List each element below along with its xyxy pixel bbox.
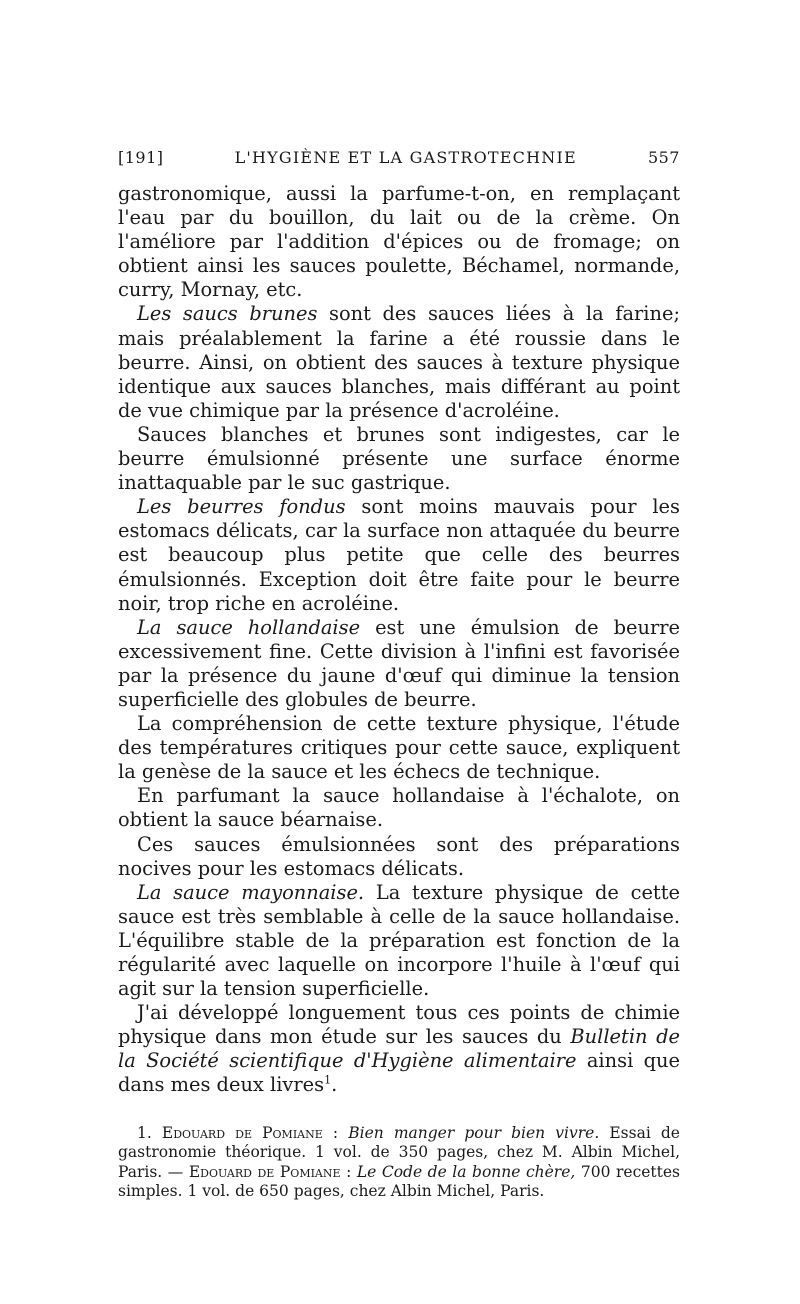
running-title: L'HYGIÈNE ET LA GASTROTECHNIE: [234, 148, 577, 167]
paragraph-lead: Les beurres fondus: [137, 495, 346, 519]
paragraph-text: sont des sauces liées à la farine; mais préalablement la farine a été roussie dans le beurre. Ainsi, on obtient des sauces à texture physique identique aux sauces blanches, mais différant au point de vue chimique par la présence d'acroléine.: [118, 302, 680, 422]
paragraph: [118, 616, 680, 712]
paragraph: [118, 423, 680, 495]
footnote-description: Essai de gastronomie théorique. 1 vol. de 350 pages, chez M. Albin Michel, Paris. —: [118, 1123, 680, 1181]
paragraph-lead: La sauce mayonnaise.: [137, 880, 365, 904]
paragraph: [118, 784, 680, 832]
paragraph-text: En parfumant la sauce hollandaise à l'échalote, on obtient la sauce béarnaise.: [118, 784, 680, 832]
footnote-book-title: Le Code de la bonne chère,: [356, 1162, 576, 1181]
paragraph-text: gastronomique, aussi la parfume-t-on, en remplaçant l'eau par du bouillon, du lait ou de la crème. On l'améliore par l'addition d'épices ou de fromage; on obtient ainsi les sauces poulette, Béchamel, normande, curry, Mornay, etc.: [118, 182, 680, 302]
paragraph-text: La texture physique de cette sauce est très semblable à celle de la sauce hollandaise. L'équilibre stable de la préparation est fonction de la régularité avec laquelle on incorpore l'huile à l'œuf qui agit sur la tension superficielle.: [118, 880, 680, 1001]
footnote-number: 1.: [137, 1123, 152, 1142]
paragraph-text: sont moins mauvais pour les estomacs délicats, car la surface non attaquée du beurre est beaucoup plus petite que celle des beurres émulsionnés. Exception doit être faite pour le beurre noir, trop riche en acroléine.: [118, 495, 680, 615]
paragraph: [118, 1001, 680, 1097]
footnote-description: 700 recettes simples. 1 vol. de 650 pages, chez Albin Michel, Paris.: [118, 1162, 681, 1201]
page-number: 557: [647, 148, 680, 167]
paragraph: [118, 182, 680, 302]
paragraph: [118, 302, 680, 422]
footnote-author: Edouard de Pomiane: [188, 1162, 341, 1181]
book-page: [118, 148, 680, 1202]
paragraph: [118, 495, 680, 615]
footnotes: [118, 1124, 680, 1202]
paragraph-text: Ces sauces émulsionnées sont des préparations nocives pour les estomacs délicats.: [118, 832, 680, 880]
section-number: [191]: [118, 148, 164, 167]
paragraph: [118, 712, 680, 784]
paragraph: [118, 833, 680, 881]
running-head: [118, 148, 680, 176]
footnote: 1. Edouard de Pomiane : Bien manger pour bien vivre. Essai de gastronomie théorique. 1 vol. de 350 pages, chez M. Albin Michel, Paris. — Edouard de Pomiane : Le Code de la bonne chère, 700 recettes simples. 1 vol. de 650 pages, chez Albin Michel, Paris.: [118, 1123, 681, 1201]
paragraph-text: est une émulsion de beurre excessivement fine. Cette division à l'infini est favorisée par la présence du jaune d'œuf qui diminue la tension superficielle des globules de beurre.: [118, 615, 680, 711]
paragraph-text: ainsi que dans mes deux livres: [118, 1049, 681, 1097]
footnote-author: Edouard de Pomiane: [161, 1123, 323, 1142]
paragraph-text: Sauces blanches et brunes sont indigestes, car le beurre émulsionné présente une surface énorme inattaquable par le suc gastrique.: [118, 422, 680, 495]
paragraph-text: .: [331, 1073, 338, 1097]
paragraph-text: J'ai développé longuement tous ces points de chimie physique dans mon étude sur les sauces du: [118, 1001, 680, 1049]
footnote-book-title: Bien manger pour bien vivre.: [348, 1123, 600, 1142]
journal-title: Bulletin de la Société scientifique d'Hygiène alimentaire: [118, 1025, 681, 1073]
paragraph-text: La compréhension de cette texture physique, l'étude des températures critiques pour cette sauce, expliquent la genèse de la sauce et les échecs de technique.: [118, 712, 680, 784]
paragraph: [118, 881, 680, 1001]
footnote-reference: 1: [324, 1074, 332, 1087]
body-text: [118, 182, 680, 1098]
paragraph-lead: La sauce hollandaise: [137, 615, 361, 639]
paragraph-lead: Les saucs brunes: [137, 302, 318, 326]
